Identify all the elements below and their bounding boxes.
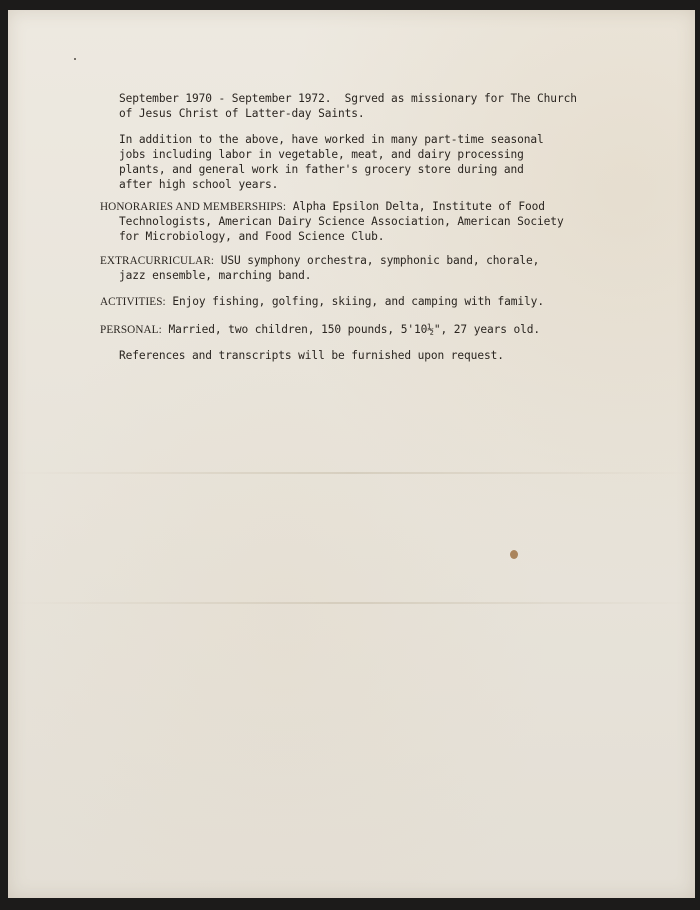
work-line-2: jobs including labor in vegetable, meat, and dairy processing xyxy=(119,148,524,161)
work-line-1: In addition to the above, have worked in many part-time seasonal xyxy=(119,133,544,146)
honoraries-heading: HONORARIES AND MEMBERSHIPS: xyxy=(100,201,287,213)
honoraries-line-2: Technologists, American Dairy Science Association, American Society xyxy=(119,215,564,228)
stain-mark xyxy=(510,550,518,559)
personal-line xyxy=(100,322,540,338)
paper-fold-line xyxy=(8,472,695,474)
honoraries-line-3: for Microbiology, and Food Science Club. xyxy=(119,230,385,243)
references-line: References and transcripts will be furnished upon request. xyxy=(119,349,504,362)
activities-text: Enjoy fishing, golfing, skiing, and camping with family. xyxy=(165,295,544,308)
work-line-3: plants, and general work in father's grocery store during and xyxy=(119,163,524,176)
paper-sheet xyxy=(8,10,695,898)
activities-heading: ACTIVITIES: xyxy=(100,296,166,308)
honoraries-text-1: Alpha Epsilon Delta, Institute of Food xyxy=(286,200,545,213)
personal-text: Married, two children, 150 pounds, 5'10½", 27 years old. xyxy=(161,323,541,336)
missionary-line-2: of Jesus Christ of Latter-day Saints. xyxy=(119,107,365,120)
extracurricular-heading: EXTRACURRICULAR: xyxy=(100,255,215,267)
paper-fold-line xyxy=(8,602,695,604)
extracurricular-line-2: jazz ensemble, marching band. xyxy=(119,269,312,282)
ink-dot xyxy=(74,58,76,60)
activities-line xyxy=(100,294,544,310)
honoraries-line-1 xyxy=(100,199,545,215)
missionary-line-1: September 1970 - September 1972. Sgrved as missionary for The Church xyxy=(119,92,577,105)
work-line-4: after high school years. xyxy=(119,178,279,191)
extracurricular-text-1: USU symphony orchestra, symphonic band, chorale, xyxy=(214,254,540,267)
personal-heading: PERSONAL: xyxy=(100,324,162,336)
extracurricular-line-1 xyxy=(100,253,539,269)
